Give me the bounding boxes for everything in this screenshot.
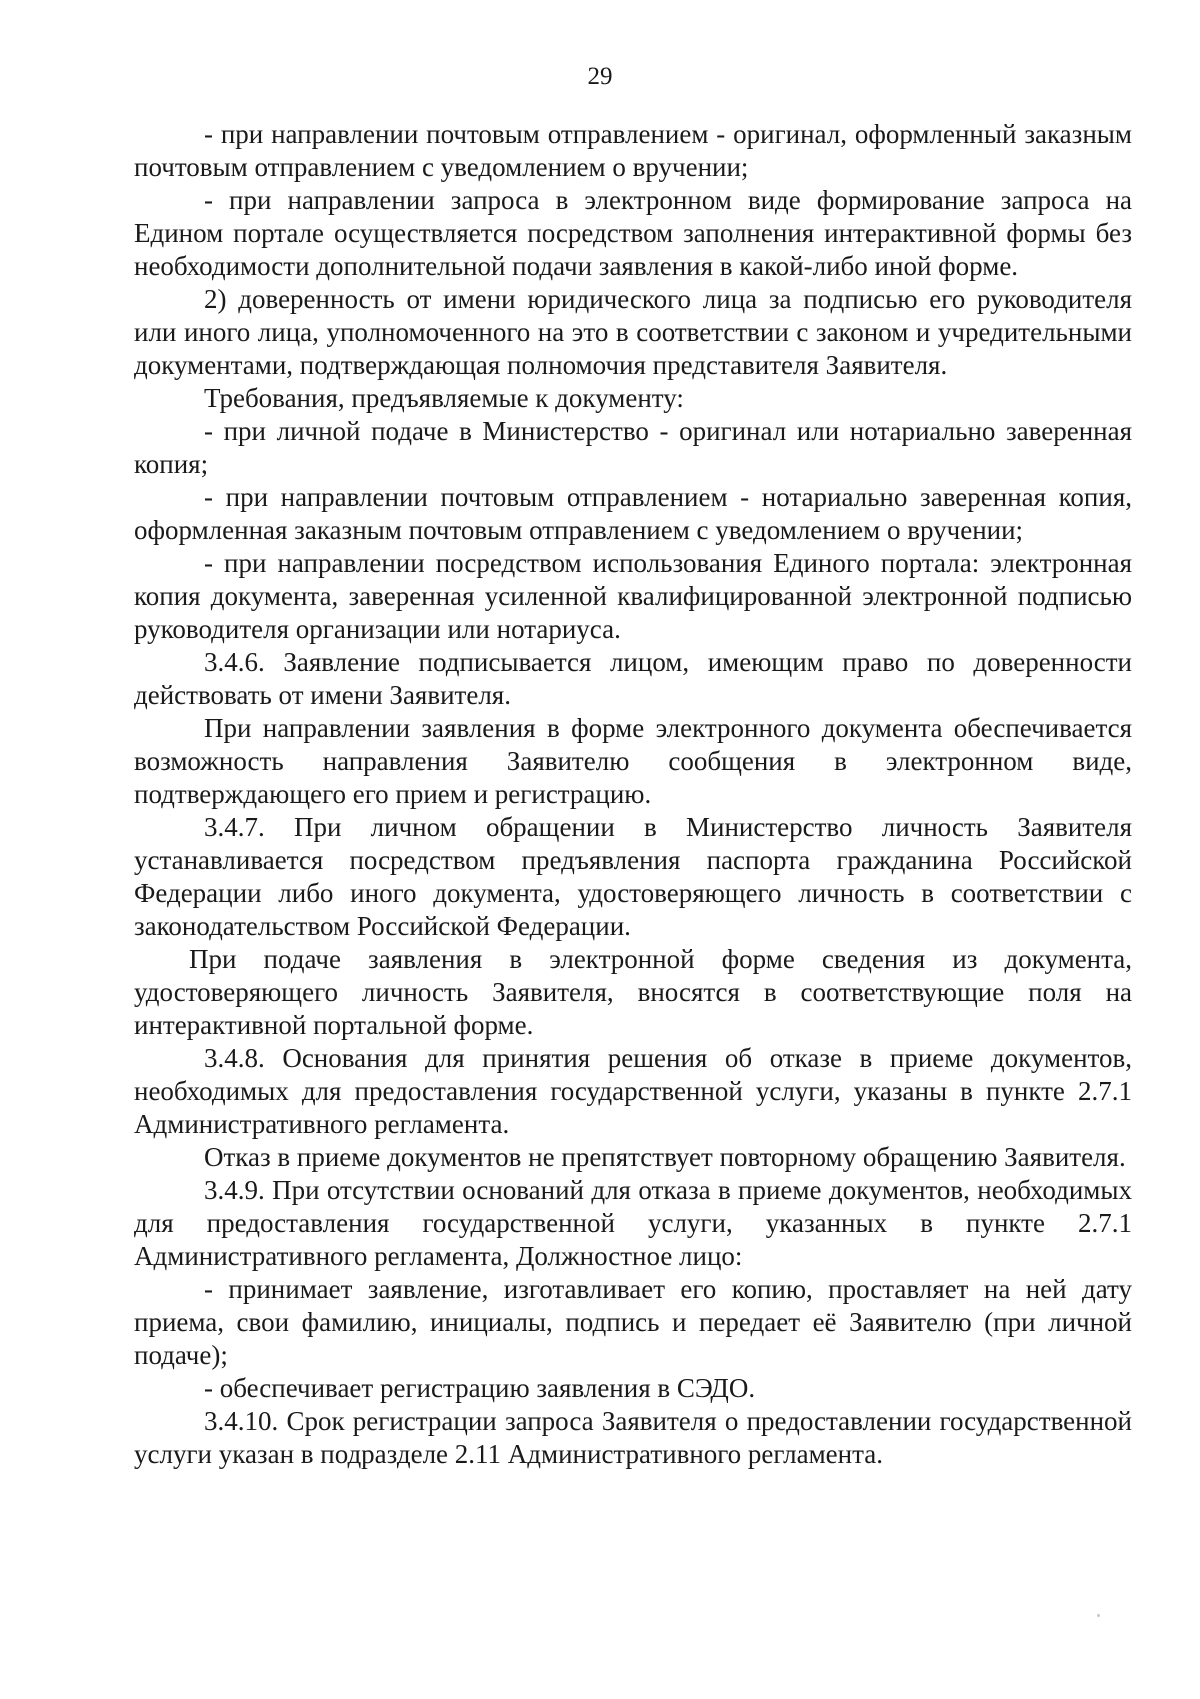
paragraph-refusal-no-obstacle: Отказ в приеме документов не препятствует повторному обращению Заявителя. — [204, 1142, 1126, 1172]
document-body — [134, 118, 1132, 1471]
paragraph-electronic-request: - при направлении запроса в электронном виде формирование запроса на Едином портале осуществляется посредством заполнения интерактивной формы без необходимости дополнительной подачи заявления в какой-либо иной форме. — [134, 185, 1132, 281]
scan-artifact — [1097, 1614, 1100, 1617]
paragraph-3-4-10: 3.4.10. Срок регистрации запроса Заявителя о предоставлении государственной услуги указан в подразделе 2.11 Административного регламента. — [134, 1406, 1132, 1469]
paragraph-postal-original: - при направлении почтовым отправлением - оригинал, оформленный заказным почтовым отправлением с уведомлением о вручении; — [134, 119, 1132, 182]
paragraph-accepts-application: - принимает заявление, изготавливает его копию, проставляет на ней дату приема, свои фамилию, инициалы, подпись и передает её Заявителю (при личной подаче); — [134, 1274, 1132, 1370]
paragraph-postal-copy: - при направлении почтовым отправлением - нотариально заверенная копия, оформленная заказным почтовым отправлением с уведомлением о вручении; — [134, 482, 1132, 545]
paragraph-power-of-attorney: 2) доверенность от имени юридического лица за подписью его руководителя или иного лица, уполномоченного на это в соответствии с законом и учредительными документами, подтверждающая полномочия представителя Заявителя. — [134, 284, 1132, 380]
paragraph-personal-submission: - при личной подаче в Министерство - оригинал или нотариально заверенная копия; — [134, 416, 1132, 479]
paragraph-3-4-9: 3.4.9. При отсутствии оснований для отказа в приеме документов, необходимых для предоставления государственной услуги, указанных в пункте 2.7.1 Административного регламента, Должностное лицо: — [134, 1175, 1132, 1271]
paragraph-registration-sedo: - обеспечивает регистрацию заявления в СЭДО. — [204, 1373, 756, 1403]
paragraph-electronic-identity: При подаче заявления в электронной форме сведения из документа, удостоверяющего личность Заявителя, вносятся в соответствующие поля на интерактивной портальной форме. — [134, 944, 1132, 1040]
paragraph-3-4-8: 3.4.8. Основания для принятия решения об отказе в приеме документов, необходимых для предоставления государственной услуги, указаны в пункте 2.7.1 Административного регламента. — [134, 1043, 1132, 1139]
paragraph-document-requirements: Требования, предъявляемые к документу: — [204, 383, 684, 413]
page-number: 29 — [587, 63, 613, 90]
paragraph-electronic-confirmation: При направлении заявления в форме электронного документа обеспечивается возможность направления Заявителю сообщения в электронном виде, подтверждающего его прием и регистрацию. — [134, 713, 1132, 809]
paragraph-3-4-6: 3.4.6. Заявление подписывается лицом, имеющим право по доверенности действовать от имени Заявителя. — [134, 647, 1132, 710]
paragraph-unified-portal: - при направлении посредством использования Единого портала: электронная копия документа, заверенная усиленной квалифицированной электронной подписью руководителя организации или нотариуса. — [134, 548, 1132, 644]
paragraph-3-4-7: 3.4.7. При личном обращении в Министерство личность Заявителя устанавливается посредством предъявления паспорта гражданина Российской Федерации либо иного документа, удостоверяющего личность в соответствии с законодательством Российской Федерации. — [134, 812, 1132, 941]
